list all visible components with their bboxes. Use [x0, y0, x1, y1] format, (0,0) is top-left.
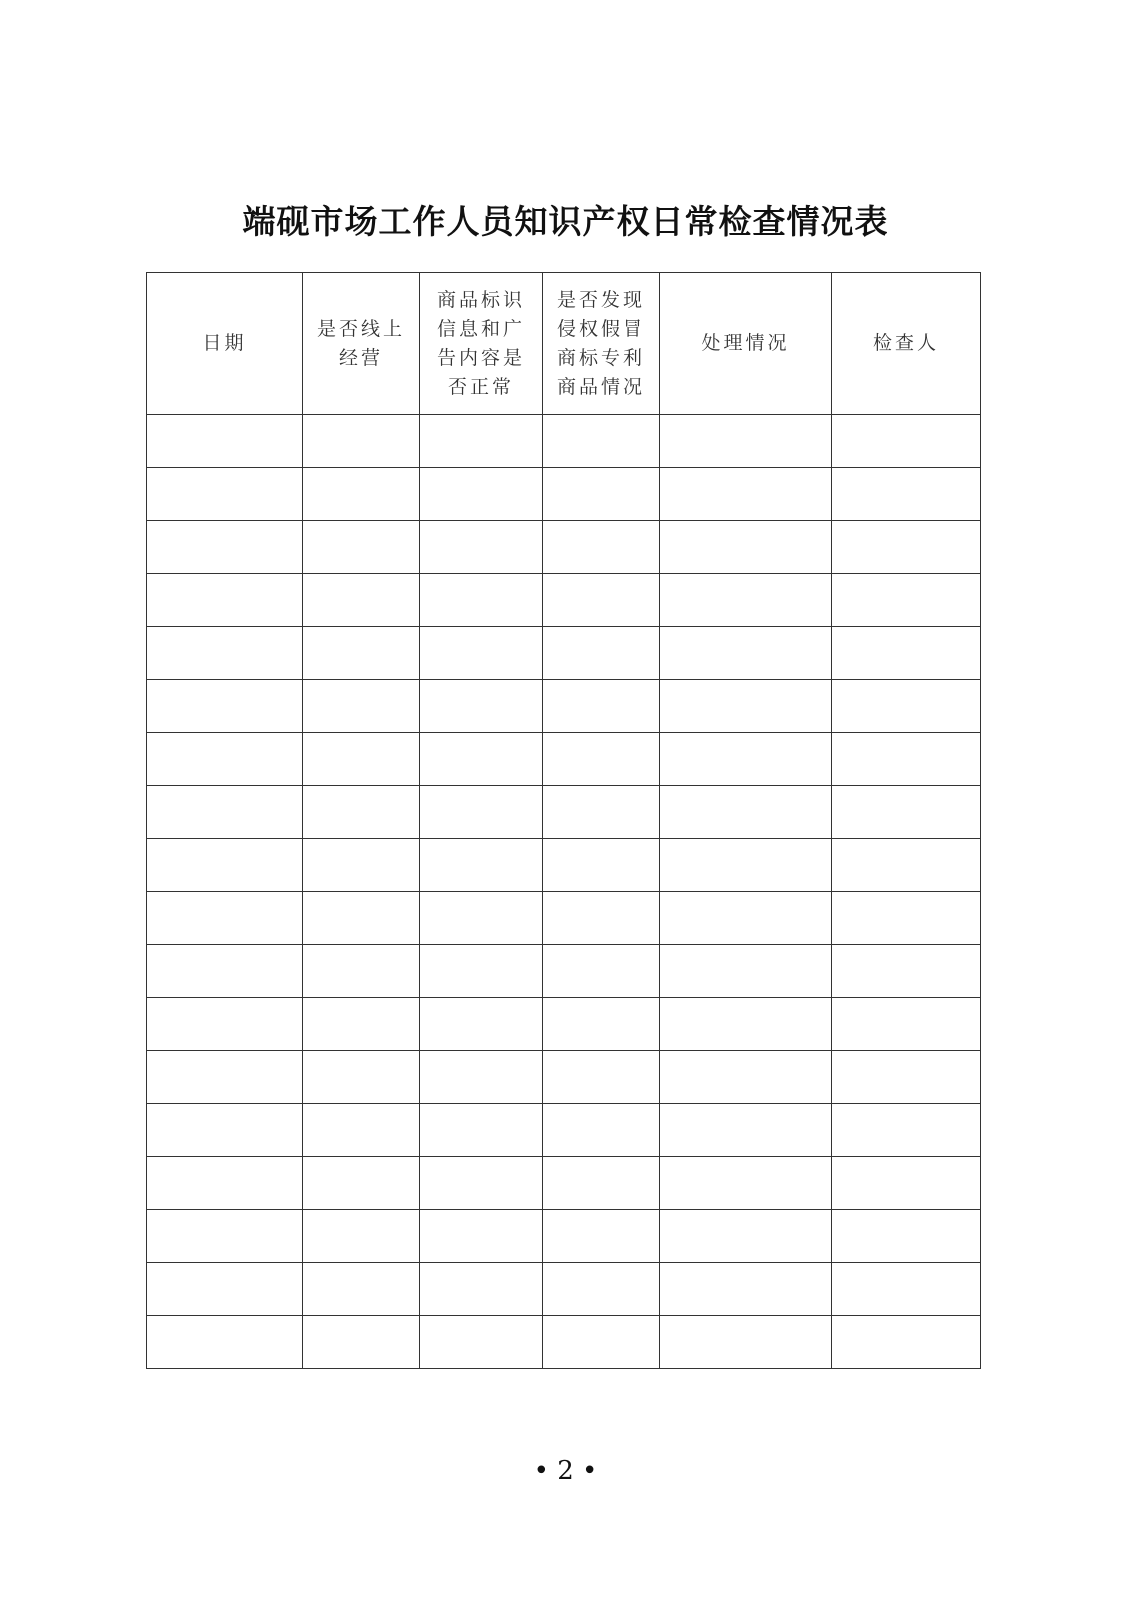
cell-label-advertising[interactable]	[420, 574, 543, 627]
table-row	[147, 786, 981, 839]
cell-infringement-found[interactable]	[543, 998, 660, 1051]
cell-handling[interactable]	[660, 1157, 832, 1210]
cell-inspector[interactable]	[832, 680, 981, 733]
cell-handling[interactable]	[660, 1316, 832, 1369]
cell-date[interactable]	[147, 945, 303, 998]
cell-handling[interactable]	[660, 1210, 832, 1263]
cell-inspector[interactable]	[832, 839, 981, 892]
cell-label-advertising[interactable]	[420, 680, 543, 733]
table-row	[147, 415, 981, 468]
cell-label-advertising[interactable]	[420, 733, 543, 786]
table-row	[147, 839, 981, 892]
table-row	[147, 733, 981, 786]
cell-handling[interactable]	[660, 627, 832, 680]
cell-online-business[interactable]	[303, 574, 420, 627]
cell-label-advertising[interactable]	[420, 786, 543, 839]
cell-online-business[interactable]	[303, 998, 420, 1051]
cell-date[interactable]	[147, 521, 303, 574]
cell-date[interactable]	[147, 892, 303, 945]
cell-label-advertising[interactable]	[420, 521, 543, 574]
cell-online-business[interactable]	[303, 786, 420, 839]
cell-handling[interactable]	[660, 733, 832, 786]
cell-handling[interactable]	[660, 945, 832, 998]
cell-inspector[interactable]	[832, 1316, 981, 1369]
header-date: 日期	[147, 273, 303, 415]
cell-inspector[interactable]	[832, 1051, 981, 1104]
cell-date[interactable]	[147, 1104, 303, 1157]
cell-inspector[interactable]	[832, 733, 981, 786]
header-label-advertising: 商品标识 信息和广 告内容是 否正常	[420, 273, 543, 415]
cell-date[interactable]	[147, 468, 303, 521]
cell-handling[interactable]	[660, 680, 832, 733]
cell-inspector[interactable]	[832, 1263, 981, 1316]
cell-label-advertising[interactable]	[420, 415, 543, 468]
cell-handling[interactable]	[660, 1263, 832, 1316]
table-header-row	[147, 273, 981, 415]
cell-online-business[interactable]	[303, 627, 420, 680]
table-row	[147, 468, 981, 521]
cell-label-advertising[interactable]	[420, 892, 543, 945]
table-row	[147, 998, 981, 1051]
cell-date[interactable]	[147, 1157, 303, 1210]
cell-label-advertising[interactable]	[420, 1263, 543, 1316]
cell-handling[interactable]	[660, 892, 832, 945]
cell-date[interactable]	[147, 1263, 303, 1316]
cell-online-business[interactable]	[303, 733, 420, 786]
cell-handling[interactable]	[660, 521, 832, 574]
cell-infringement-found[interactable]	[543, 839, 660, 892]
table-row	[147, 945, 981, 998]
cell-infringement-found[interactable]	[543, 627, 660, 680]
cell-online-business[interactable]	[303, 680, 420, 733]
inspection-table	[146, 272, 981, 1369]
cell-infringement-found[interactable]	[543, 468, 660, 521]
cell-label-advertising[interactable]	[420, 945, 543, 998]
header-infringement-found: 是否发现 侵权假冒 商标专利 商品情况	[543, 273, 660, 415]
cell-label-advertising[interactable]	[420, 1051, 543, 1104]
cell-label-advertising[interactable]	[420, 1104, 543, 1157]
table-row	[147, 1157, 981, 1210]
cell-label-advertising[interactable]	[420, 627, 543, 680]
cell-inspector[interactable]	[832, 468, 981, 521]
cell-online-business[interactable]	[303, 468, 420, 521]
cell-online-business[interactable]	[303, 945, 420, 998]
cell-inspector[interactable]	[832, 574, 981, 627]
cell-handling[interactable]	[660, 468, 832, 521]
cell-date[interactable]	[147, 1210, 303, 1263]
cell-inspector[interactable]	[832, 415, 981, 468]
table-row	[147, 1051, 981, 1104]
cell-label-advertising[interactable]	[420, 1316, 543, 1369]
cell-inspector[interactable]	[832, 1104, 981, 1157]
cell-label-advertising[interactable]	[420, 998, 543, 1051]
table-row	[147, 1263, 981, 1316]
header-inspector: 检查人	[832, 273, 981, 415]
cell-handling[interactable]	[660, 839, 832, 892]
page-number: • 2 •	[533, 1456, 598, 1486]
cell-date[interactable]	[147, 733, 303, 786]
cell-online-business[interactable]	[303, 1316, 420, 1369]
cell-online-business[interactable]	[303, 1263, 420, 1316]
header-online-business: 是否线上 经营	[303, 273, 420, 415]
cell-infringement-found[interactable]	[543, 1263, 660, 1316]
cell-date[interactable]	[147, 415, 303, 468]
table-row	[147, 521, 981, 574]
table-row	[147, 1316, 981, 1369]
cell-inspector[interactable]	[832, 998, 981, 1051]
cell-label-advertising[interactable]	[420, 839, 543, 892]
cell-date[interactable]	[147, 1051, 303, 1104]
cell-inspector[interactable]	[832, 786, 981, 839]
cell-inspector[interactable]	[832, 1210, 981, 1263]
cell-online-business[interactable]	[303, 521, 420, 574]
cell-infringement-found[interactable]	[543, 415, 660, 468]
cell-infringement-found[interactable]	[543, 786, 660, 839]
table-row	[147, 680, 981, 733]
cell-online-business[interactable]	[303, 1210, 420, 1263]
cell-online-business[interactable]	[303, 1157, 420, 1210]
header-handling: 处理情况	[660, 273, 832, 415]
cell-date[interactable]	[147, 627, 303, 680]
cell-inspector[interactable]	[832, 521, 981, 574]
cell-label-advertising[interactable]	[420, 1210, 543, 1263]
cell-online-business[interactable]	[303, 892, 420, 945]
cell-handling[interactable]	[660, 1104, 832, 1157]
cell-inspector[interactable]	[832, 1157, 981, 1210]
cell-handling[interactable]	[660, 1051, 832, 1104]
table-row	[147, 627, 981, 680]
page-title: 端砚市场工作人员知识产权日常检查情况表	[242, 202, 889, 241]
cell-infringement-found[interactable]	[543, 1210, 660, 1263]
cell-label-advertising[interactable]	[420, 468, 543, 521]
table-row	[147, 1210, 981, 1263]
cell-handling[interactable]	[660, 574, 832, 627]
cell-date[interactable]	[147, 786, 303, 839]
cell-online-business[interactable]	[303, 415, 420, 468]
cell-date[interactable]	[147, 839, 303, 892]
table-body	[147, 415, 981, 1369]
cell-infringement-found[interactable]	[543, 521, 660, 574]
cell-inspector[interactable]	[832, 892, 981, 945]
cell-inspector[interactable]	[832, 945, 981, 998]
cell-infringement-found[interactable]	[543, 1157, 660, 1210]
cell-infringement-found[interactable]	[543, 574, 660, 627]
cell-infringement-found[interactable]	[543, 1104, 660, 1157]
cell-date[interactable]	[147, 574, 303, 627]
cell-infringement-found[interactable]	[543, 680, 660, 733]
cell-infringement-found[interactable]	[543, 1051, 660, 1104]
cell-handling[interactable]	[660, 786, 832, 839]
cell-infringement-found[interactable]	[543, 733, 660, 786]
cell-online-business[interactable]	[303, 1104, 420, 1157]
table-row	[147, 1104, 981, 1157]
cell-date[interactable]	[147, 998, 303, 1051]
cell-label-advertising[interactable]	[420, 1157, 543, 1210]
cell-inspector[interactable]	[832, 627, 981, 680]
cell-date[interactable]	[147, 1316, 303, 1369]
cell-date[interactable]	[147, 680, 303, 733]
cell-handling[interactable]	[660, 998, 832, 1051]
table-row	[147, 892, 981, 945]
cell-handling[interactable]	[660, 415, 832, 468]
cell-infringement-found[interactable]	[543, 1316, 660, 1369]
cell-online-business[interactable]	[303, 839, 420, 892]
cell-online-business[interactable]	[303, 1051, 420, 1104]
cell-infringement-found[interactable]	[543, 945, 660, 998]
cell-infringement-found[interactable]	[543, 892, 660, 945]
table-row	[147, 574, 981, 627]
